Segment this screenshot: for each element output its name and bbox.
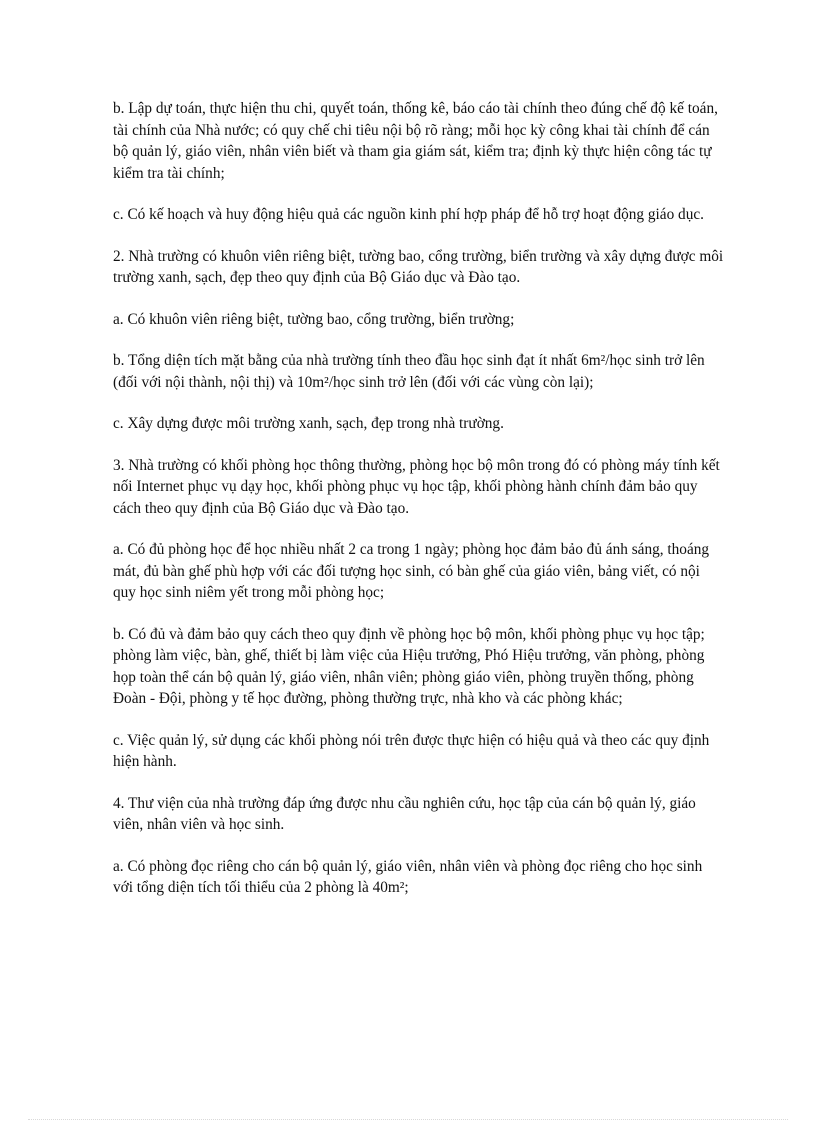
paragraph-3c-room-management: c. Việc quản lý, sử dụng các khối phòng nói trên được thực hiện có hiệu quả và theo các quy định hiện hành. <box>113 731 710 770</box>
paragraph-4a-reading-rooms: a. Có phòng đọc riêng cho cán bộ quản lý, giáo viên, nhân viên và phòng đọc riêng cho học sinh với tổng diện tích tối thiểu của 2 phòng là 40m²; <box>113 857 703 896</box>
paragraph-3b-subject-rooms: b. Có đủ và đảm bảo quy cách theo quy định về phòng học bộ môn, khối phòng phục vụ học tập; phòng làm việc, bàn, ghế, thiết bị làm việc của Hiệu trưởng, Phó Hiệu trưởng, văn phòng, phòng họp toàn thể cán bộ quản lý, giáo viên, nhân viên; phòng giáo viên, phòng truyền thống, phòng Đoàn - Đội, phòng y tế học đường, phòng thường trực, nhà kho và các phòng khác; <box>113 625 705 707</box>
document-body <box>113 98 725 919</box>
paragraph-4-library: 4. Thư viện của nhà trường đáp ứng được nhu cầu nghiên cứu, học tập của cán bộ quản lý, giáo viên, nhân viên và học sinh. <box>113 794 696 833</box>
paragraph-2a-campus-walls: a. Có khuôn viên riêng biệt, tường bao, cổng trường, biển trường; <box>113 310 515 328</box>
paragraph-1c-funding: c. Có kế hoạch và huy động hiệu quả các nguồn kinh phí hợp pháp để hỗ trợ hoạt động giáo dục. <box>113 206 704 223</box>
paragraph-2-campus: 2. Nhà trường có khuôn viên riêng biệt, tường bao, cổng trường, biển trường và xây dựng được môi trường xanh, sạch, đẹp theo quy định của Bộ Giáo dục và Đào tạo. <box>113 247 724 286</box>
paragraph-1b-finance: b. Lập dự toán, thực hiện thu chi, quyết toán, thống kê, báo cáo tài chính theo đúng chế độ kế toán, tài chính của Nhà nước; có quy chế chi tiêu nội bộ rõ ràng; mỗi học kỳ công khai tài chính để cán bộ quản lý, giáo viên, nhân viên biết và tham gia giám sát, kiểm tra; định kỳ thực hiện công tác tự kiểm tra tài chính; <box>113 100 718 182</box>
page-bottom-divider <box>28 1119 788 1120</box>
paragraph-2c-environment: c. Xây dựng được môi trường xanh, sạch, đẹp trong nhà trường. <box>113 415 504 432</box>
paragraph-3-classrooms: 3. Nhà trường có khối phòng học thông thường, phòng học bộ môn trong đó có phòng máy tính kết nối Internet phục vụ dạy học, khối phòng phục vụ học tập, khối phòng hành chính đảm bảo quy cách theo quy định của Bộ Giáo dục và Đào tạo. <box>113 456 720 517</box>
paragraph-3a-classroom-standards: a. Có đủ phòng học để học nhiều nhất 2 ca trong 1 ngày; phòng học đảm bảo đủ ánh sáng, thoáng mát, đủ bàn ghế phù hợp với các đối tượng học sinh, có bàn ghế của giáo viên, bảng viết, có nội quy học sinh niêm yết trong mỗi phòng học; <box>113 541 710 601</box>
paragraph-2b-area: b. Tổng diện tích mặt bằng của nhà trường tính theo đầu học sinh đạt ít nhất 6m²/học sinh trở lên (đối với nội thành, nội thị) và 10m²/học sinh trở lên (đối với các vùng còn lại); <box>113 352 705 391</box>
